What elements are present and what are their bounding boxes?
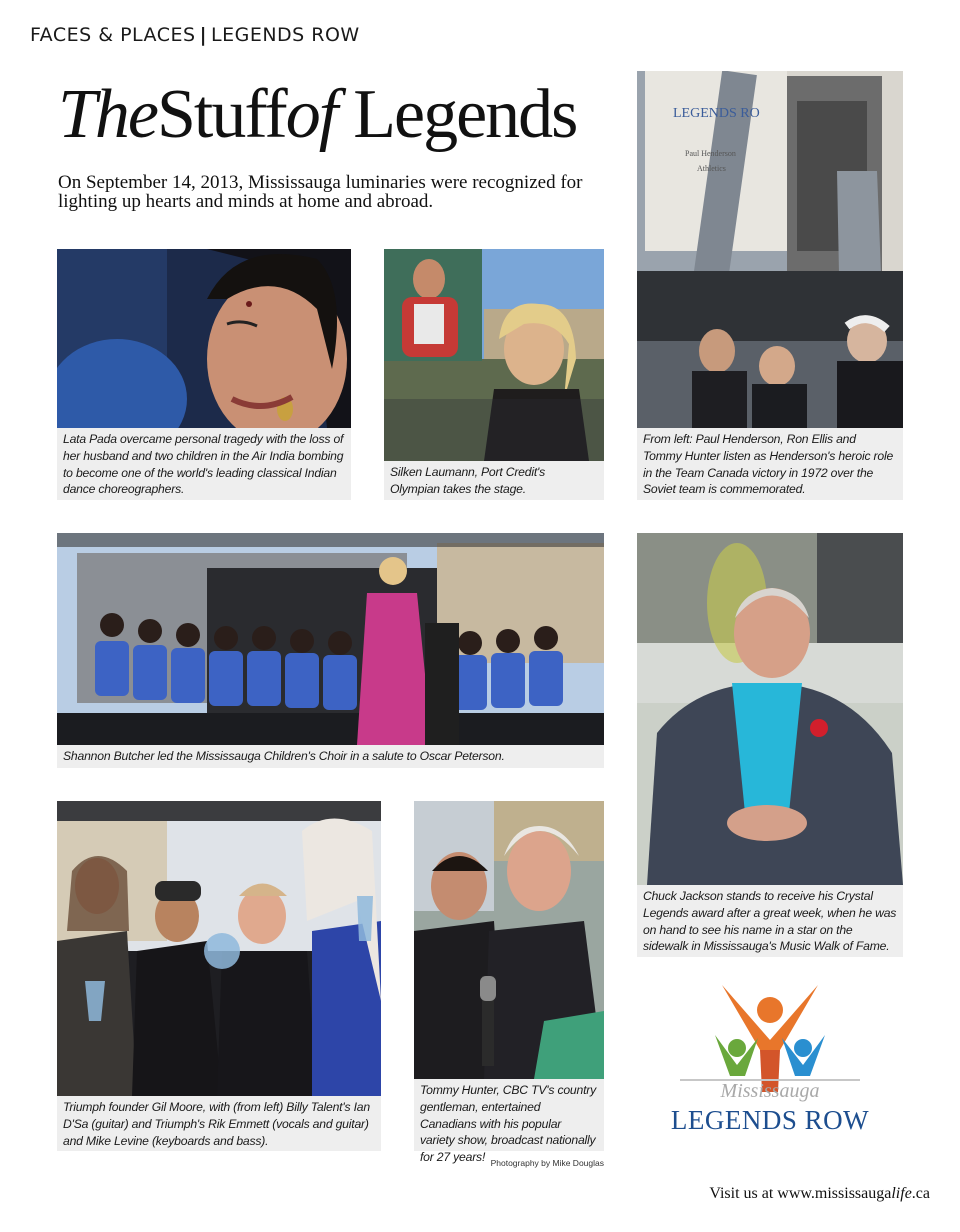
header-separator: | xyxy=(199,24,208,46)
visit-suffix: .ca xyxy=(911,1185,930,1202)
legends-row-logo xyxy=(660,980,880,1145)
section-header xyxy=(30,24,360,46)
photo-lata-pada xyxy=(57,249,351,428)
headline-the: The xyxy=(58,76,157,153)
photo-chuck-jackson xyxy=(637,533,903,885)
subsection-label: LEGENDS ROW xyxy=(211,24,360,46)
caption-chuck-jackson: Chuck Jackson stands to receive his Crystal Legends award after a great week, when he was on hand to see his name in a star on the sidewalk in Mississauga's Music Walk of Fame. xyxy=(637,885,903,957)
photo-tommy-hunter xyxy=(414,801,604,1079)
photo-choir xyxy=(57,533,604,745)
photo-silken-laumann xyxy=(384,249,604,461)
section-label: FACES & PLACES xyxy=(30,24,196,46)
visit-url xyxy=(640,1185,930,1203)
banner-name: Paul Henderson xyxy=(685,149,736,158)
banner-category: Athletics xyxy=(697,164,726,173)
headline-stuff: Stuff xyxy=(157,76,286,153)
caption-triumph: Triumph founder Gil Moore, with (from left) Billy Talent's Ian D'Sa (guitar) and Triumph's Rik Emmett (vocals and guitar) and Mike Levine (keyboards and bass). xyxy=(57,1096,381,1151)
headline-legends: Legends xyxy=(353,76,577,153)
logo-figures-icon xyxy=(680,985,860,1092)
logo-script: Mississauga xyxy=(720,1080,820,1102)
photo-triumph xyxy=(57,801,381,1096)
caption-silken-laumann: Silken Laumann, Port Credit's Olympian takes the stage. xyxy=(384,461,604,500)
photo-credit: Photography by Mike Douglas xyxy=(490,1158,604,1168)
caption-henderson: From left: Paul Henderson, Ron Ellis and Tommy Hunter listen as Henderson's heroic role in the Team Canada victory in 1972 over the Soviet team is commemorated. xyxy=(637,428,903,500)
photo-henderson-banner xyxy=(637,71,903,428)
logo-wordmark: LEGENDS ROW xyxy=(670,1105,870,1135)
banner-title: LEGENDS RO xyxy=(673,106,760,121)
caption-tommy-hunter: Tommy Hunter, CBC TV's country gentleman, entertained Canadians with his popular variety show, broadcast nationally for 27 years! xyxy=(414,1079,604,1151)
caption-lata-pada: Lata Pada overcame personal tragedy with the loss of her husband and two children in the Air India bombing to become one of the world's leading classical Indian dance choreographers. xyxy=(57,428,351,500)
caption-choir: Shannon Butcher led the Mississauga Children's Choir in a salute to Oscar Peterson. xyxy=(57,745,604,768)
headline-of: of xyxy=(285,76,337,153)
visit-italic: life xyxy=(891,1185,912,1202)
visit-prefix: Visit us at www.mississauga xyxy=(709,1185,892,1202)
deck-text: On September 14, 2013, Mississauga luminaries were recognized for lighting up hearts and minds at home and abroad. xyxy=(58,172,583,212)
headline xyxy=(58,76,577,153)
